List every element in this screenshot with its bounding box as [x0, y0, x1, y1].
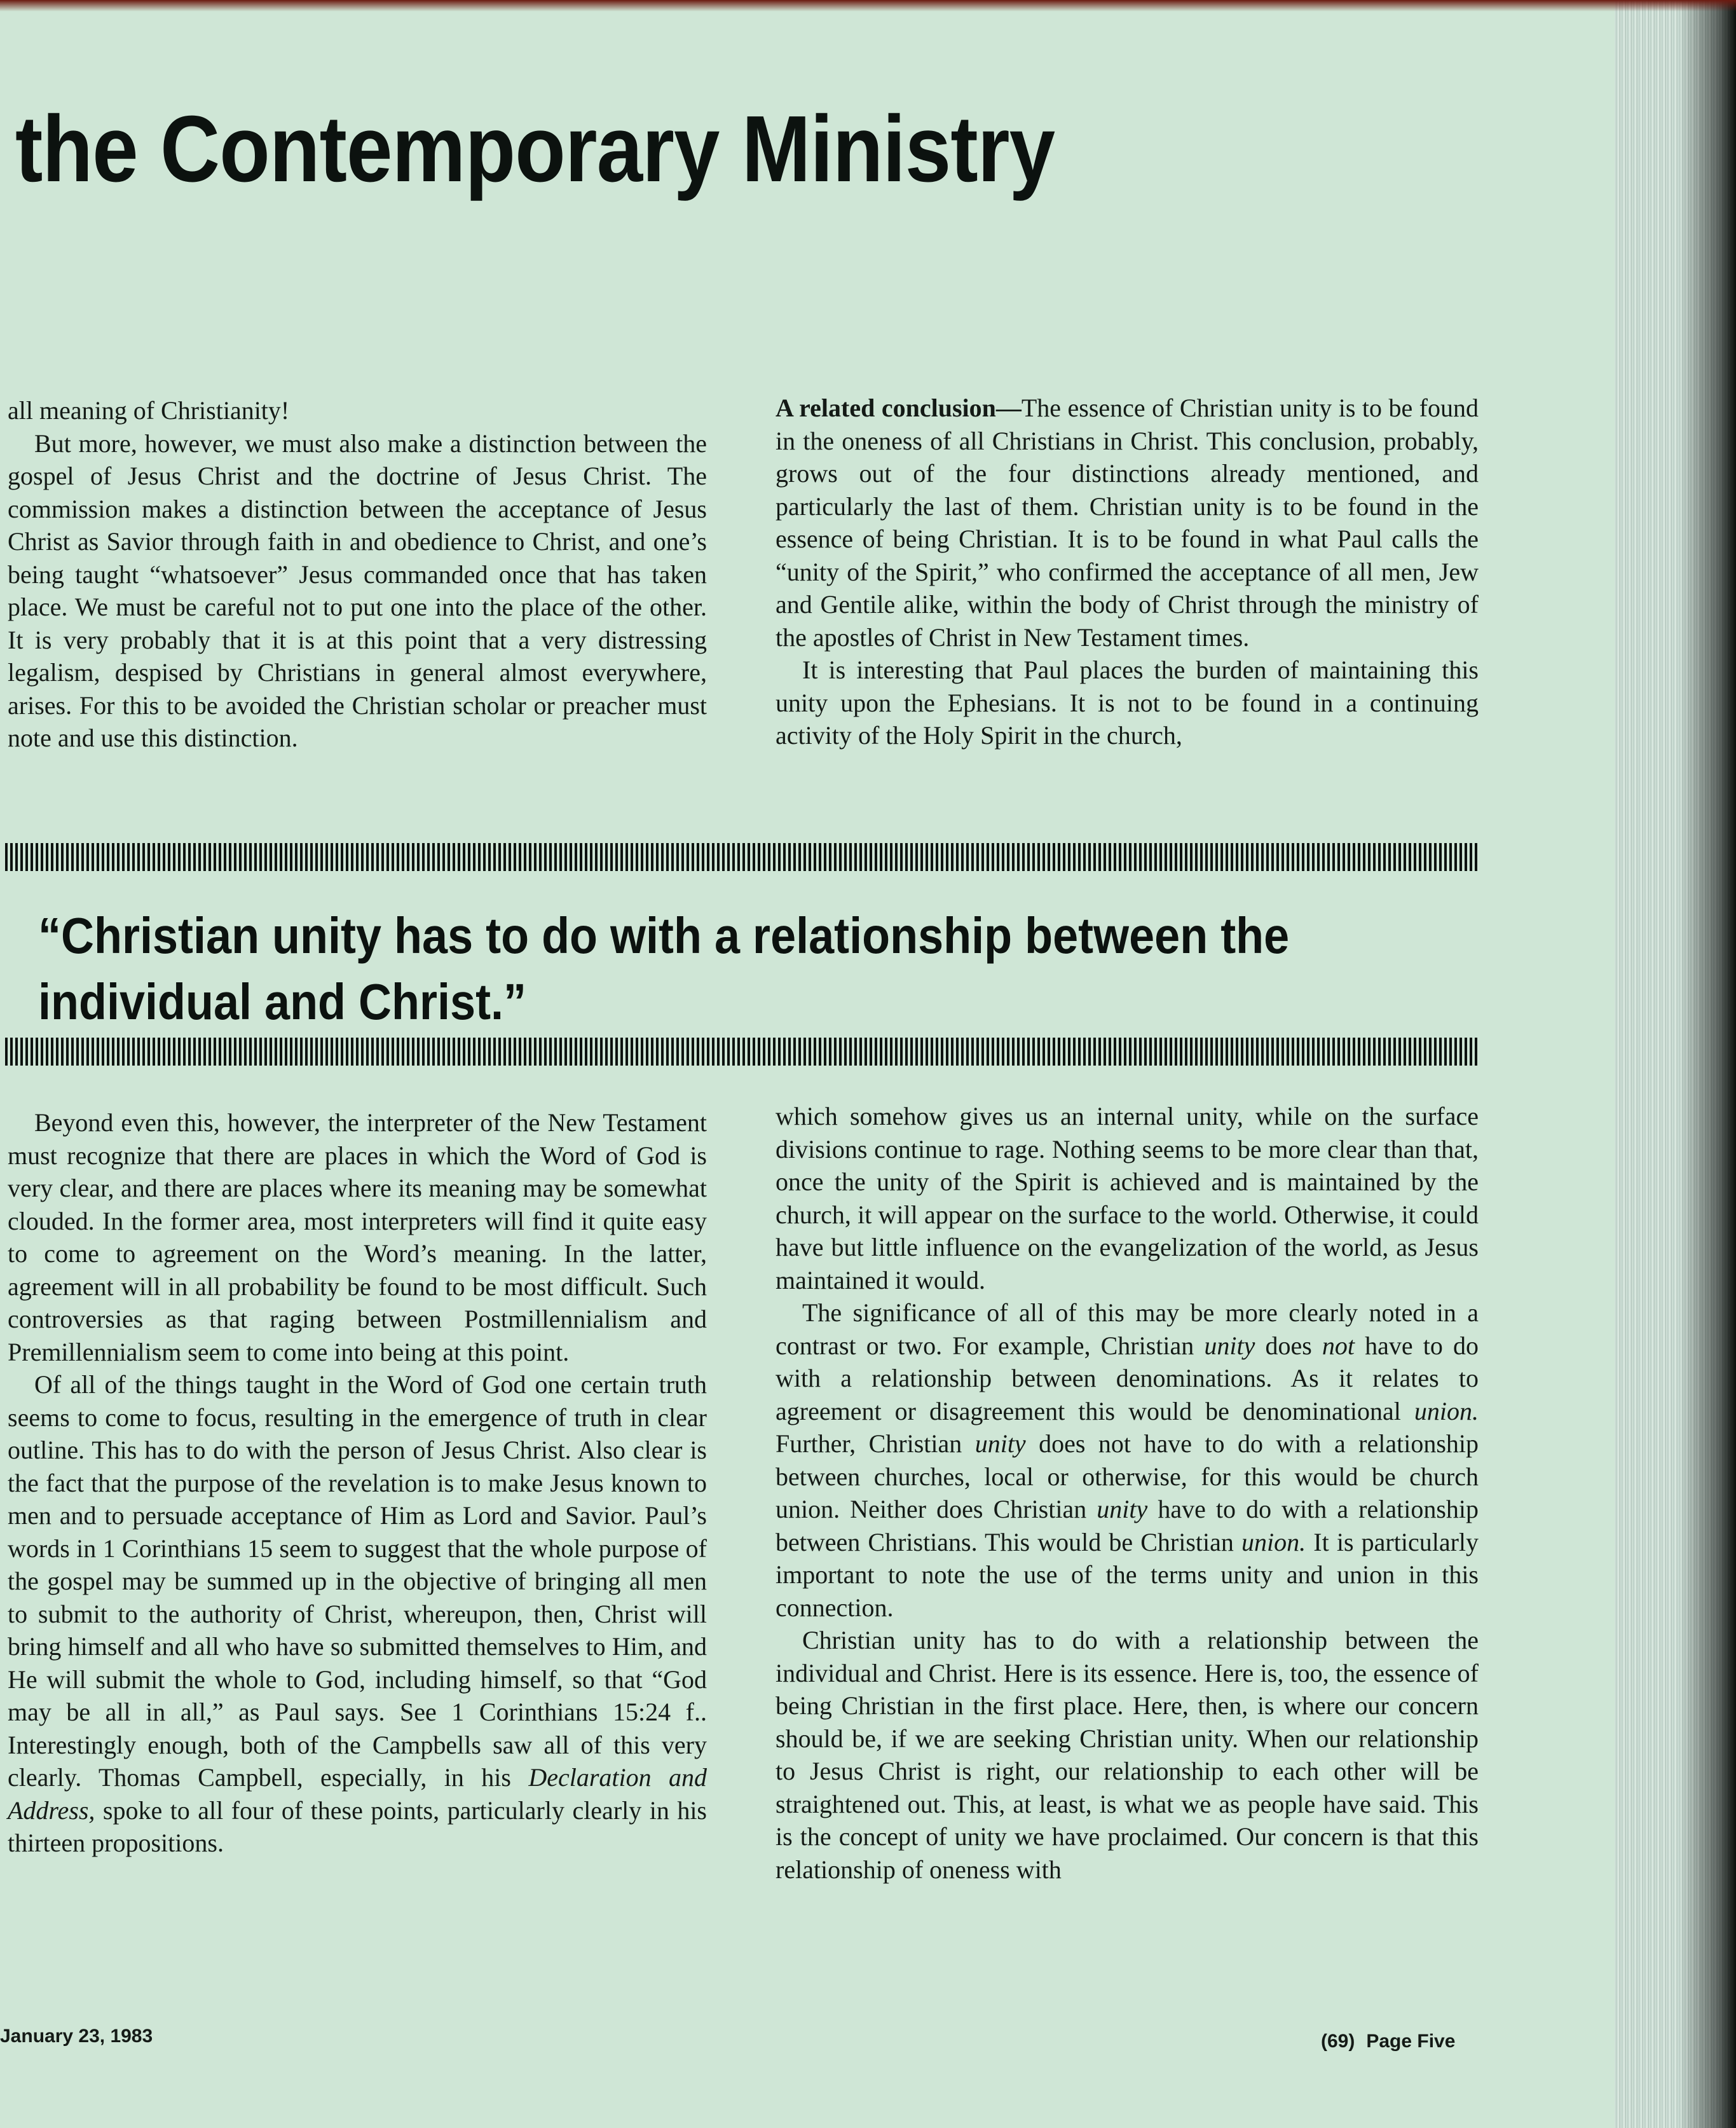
top-edge-shadow	[0, 0, 1736, 11]
page-label: Page Five	[1366, 2031, 1456, 2052]
paragraph-text: The essence of Christian unity is to be found in the oneness of all Christians in Christ. This conclusion, probably, grows out of the four distinctions already mentioned, and particularly the last of them. Christian unity is to be found in the essence of being Christian. It is to be found in what Paul calls the “unity of the Spirit,” who confirmed the acceptance of all men, Jew and Gentile alike, within the body of Christ through the ministry of the apostles of Christ in New Testament times.	[776, 394, 1479, 652]
text-run: It is particularly important to note the use of the terms unity and union in this connection.	[776, 1527, 1479, 1622]
text-run: does not have to do with a relationship between churches, local or otherwise, for this would be church union. Neither does Christian	[776, 1429, 1479, 1523]
paragraph: But more, however, we must also make a distinction between the gospel of Jesus Christ and the doctrine of Jesus Christ. The commission makes a distinction between the acceptance of Jesus Christ as Savior through faith in and obedience to Christ, and one’s being taught “whatsoever” Jesus commanded once that has taken place. We must be careful not to put one into the place of the other. It is very probably that it is at this point that a very distressing legalism, despised by Christians in general almost everywhere, arises. For this to be avoided the Christian scholar or preacher must note and use this distinction.	[8, 429, 707, 752]
paragraph-text: spoke to all four of these points, particularly clearly in his thirteen propositions.	[8, 1795, 707, 1857]
text-run: does	[1255, 1331, 1322, 1360]
paragraph-text: Of all of the things taught in the Word of God one certain truth seems to come to focus, resulting in the emergence of truth in clear outline. This has to do with the person of Jesus Christ. Also clear is the fact that the purpose of the revelation is to make Jesus known to men and to persuade acceptance of Him as Lord and Savior. Paul’s words in 1 Corinthians 15 seem to suggest that the whole purpose of the gospel may be summed up in the objective of bringing all men to submit to the authority of Christ, whereupon, then, Christ will bring himself and all who have so submitted themselves to Him, and He will submit the whole to God, including himself, so that “God may be all in all,” as Paul says. See 1 Corinthians 15:24 f.. Interestingly enough, both of the Campbells saw all of this very clearly. Thomas Campbell, especially, in his	[8, 1370, 707, 1792]
text-run: have to do with a relationship between Christians. This would be Christian	[776, 1495, 1479, 1556]
paragraph	[776, 1296, 1479, 1624]
folio-number: (69)	[1321, 2031, 1355, 2052]
paragraph: which somehow gives us an internal unity, while on the surface divisions continue to rage. Nothing seems to be more clear than that, once the unity of the Spirit is achieved and is maintained by the church, it will appear on the surface to the world. Otherwise, it could have but little influence on the evangelization of the world, as Jesus maintained it would.	[776, 1102, 1479, 1294]
text-run: The significance of all of this may be more clearly noted in a contrast or two. For example, Christian	[776, 1298, 1479, 1360]
footer-date: January 23, 1983	[0, 2026, 153, 2047]
paragraph	[776, 392, 1479, 654]
pullquote-rule-bottom	[5, 1038, 1477, 1066]
left-column-top	[8, 394, 707, 755]
emphasis: unity	[1097, 1495, 1148, 1523]
emphasis: union.	[1414, 1396, 1479, 1425]
emphasis: union.	[1241, 1527, 1306, 1556]
left-column-bottom	[8, 1106, 707, 1860]
text-run: have to do with a relationship between denominations. As it relates to agreement or disagreement this would be denominational	[776, 1331, 1479, 1425]
footer-page-number	[1321, 2031, 1455, 2052]
lead-in: A related conclusion—	[776, 394, 1022, 422]
book-title: Declaration and Address,	[8, 1763, 707, 1825]
emphasis: unity	[1204, 1331, 1255, 1360]
pull-quote: “Christian unity has to do with a relationship between the individual and Christ.”	[38, 907, 1290, 1030]
text-run: Further, Christian	[776, 1429, 975, 1458]
paragraph: all meaning of Christianity!	[8, 396, 290, 425]
paragraph	[8, 1368, 707, 1860]
binding-shadow	[1678, 0, 1736, 2128]
paragraph: It is interesting that Paul places the burden of maintaining this unity upon the Ephesians. It is not to be found in a continuing activity of the Holy Spirit in the church,	[776, 656, 1479, 750]
emphasis: unity	[974, 1429, 1026, 1458]
right-column-bottom	[776, 1100, 1479, 1886]
page-headline: the Contemporary Ministry	[15, 97, 1055, 202]
paragraph: Beyond even this, however, the interpreter of the New Testament must recognize that there are places in which the Word of God is very clear, and there are places where its meaning may be somewhat clouded. In the former area, most interpreters will find it quite easy to come to agreement on the Word’s meaning. In the latter, agreement will in all probability be found to be most difficult. Such controversies as that raging between Postmillennialism and Premillennialism seem to come into being at this point.	[8, 1108, 707, 1366]
pullquote-rule-top	[5, 843, 1477, 871]
paragraph: Christian unity has to do with a relationship between the individual and Christ. Here is its essence. Here is, too, the essence of being Christian in the first place. Here, then, is where our concern should be, if we are seeking Christian unity. When our relationship to Jesus Christ is right, our relationship to each other will be straightened out. This, at least, is what we as people have said. This is the concept of unity we have proclaimed. Our concern is that this relationship of oneness with	[776, 1626, 1479, 1884]
emphasis: not	[1322, 1331, 1355, 1360]
right-column-top	[776, 392, 1479, 752]
